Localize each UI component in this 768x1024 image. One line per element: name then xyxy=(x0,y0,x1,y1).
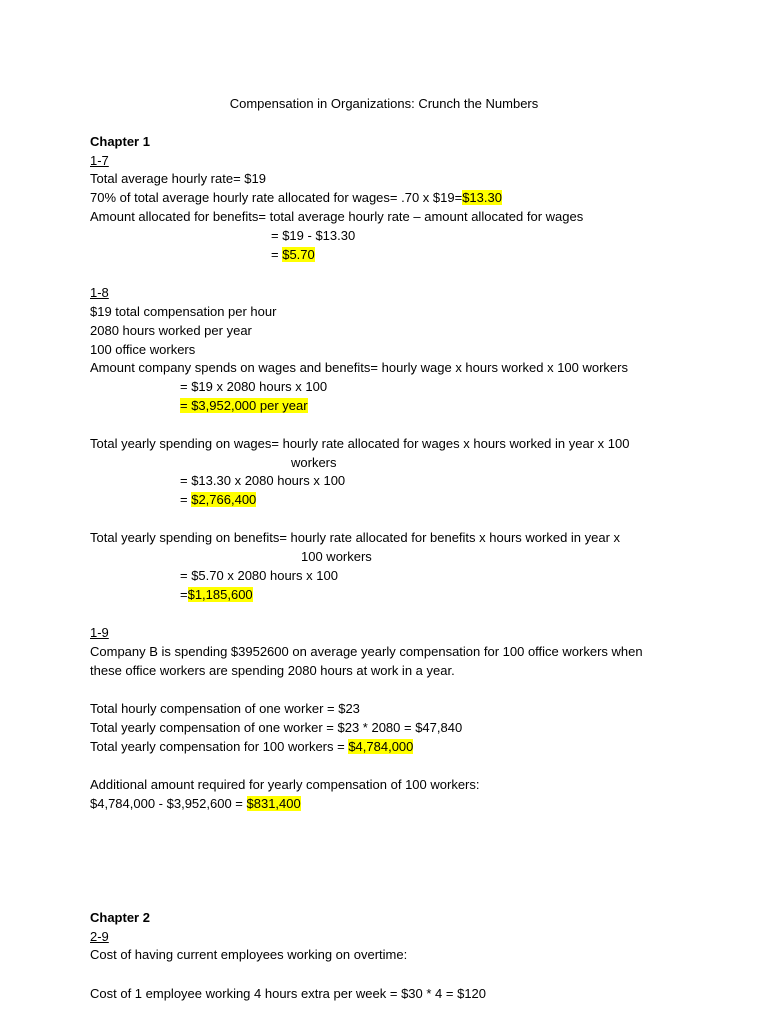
problem-1-7-label: 1-7 xyxy=(90,153,109,168)
highlighted-answer: $1,185,600 xyxy=(187,587,253,602)
chapter-2-heading: Chapter 2 xyxy=(90,910,150,925)
text-line: 100 office workers xyxy=(90,342,196,357)
text-line: Total average hourly rate= $19 xyxy=(90,171,266,186)
text-line: $19 total compensation per hour xyxy=(90,304,277,319)
text-line: Total yearly spending on benefits= hourly rate allocated for benefits x hours worked in year x xyxy=(90,530,621,545)
document-title: Compensation in Organizations: Crunch the Numbers xyxy=(229,96,539,111)
text-line: workers xyxy=(291,455,337,470)
text-line: 2080 hours worked per year xyxy=(90,323,252,338)
text-line: Cost of 1 employee working 4 hours extra per week = $30 * 4 = $120 xyxy=(90,986,487,1001)
problem-2-9-label: 2-9 xyxy=(90,929,109,944)
text-line: Amount company spends on wages and benefits= hourly wage x hours worked x 100 workers xyxy=(90,360,628,375)
text-line xyxy=(180,396,308,415)
highlighted-answer: $2,766,400 xyxy=(191,492,257,507)
text-segment: Total yearly compensation for 100 workers = xyxy=(90,739,349,754)
problem-1-8-label: 1-8 xyxy=(90,285,109,300)
text-line: = $19 x 2080 hours x 100 xyxy=(180,379,328,394)
text-line: = $13.30 x 2080 hours x 100 xyxy=(180,473,346,488)
text-line: Additional amount required for yearly compensation of 100 workers: xyxy=(90,777,480,792)
text-segment: = xyxy=(271,247,283,262)
highlighted-answer: $5.70 xyxy=(282,247,315,262)
highlighted-answer: $13.30 xyxy=(462,190,502,205)
text-line: Total yearly compensation of one worker = $23 * 2080 = $47,840 xyxy=(90,720,463,735)
highlighted-answer: $831,400 xyxy=(246,796,301,811)
text-line: Cost of having current employees working on overtime: xyxy=(90,947,408,962)
text-line: Total yearly spending on wages= hourly rate allocated for wages x hours worked in year x 100 xyxy=(90,436,630,451)
text-line xyxy=(90,188,502,207)
text-line: = $5.70 x 2080 hours x 100 xyxy=(180,568,338,583)
text-line: = $19 - $13.30 xyxy=(271,228,356,243)
text-segment: $4,784,000 - $3,952,600 = xyxy=(90,796,247,811)
text-line: Total hourly compensation of one worker = $23 xyxy=(90,701,360,716)
text-segment: = xyxy=(180,492,192,507)
text-segment: 70% of total average hourly rate allocated for wages= .70 x $19= xyxy=(90,190,463,205)
text-line xyxy=(90,794,301,813)
highlighted-answer: = $3,952,000 per year xyxy=(180,398,308,413)
text-line: Company B is spending $3952600 on average yearly compensation for 100 office workers when xyxy=(90,644,643,659)
problem-1-9-label: 1-9 xyxy=(90,625,109,640)
text-line: Amount allocated for benefits= total average hourly rate – amount allocated for wages xyxy=(90,209,584,224)
chapter-1-heading: Chapter 1 xyxy=(90,134,150,149)
text-line xyxy=(180,585,253,604)
text-line xyxy=(271,245,315,264)
text-line: 100 workers xyxy=(301,549,372,564)
text-line: these office workers are spending 2080 hours at work in a year. xyxy=(90,663,455,678)
text-line xyxy=(90,737,413,756)
text-line xyxy=(180,490,256,509)
highlighted-answer: $4,784,000 xyxy=(348,739,414,754)
text-segment: = xyxy=(180,587,188,602)
